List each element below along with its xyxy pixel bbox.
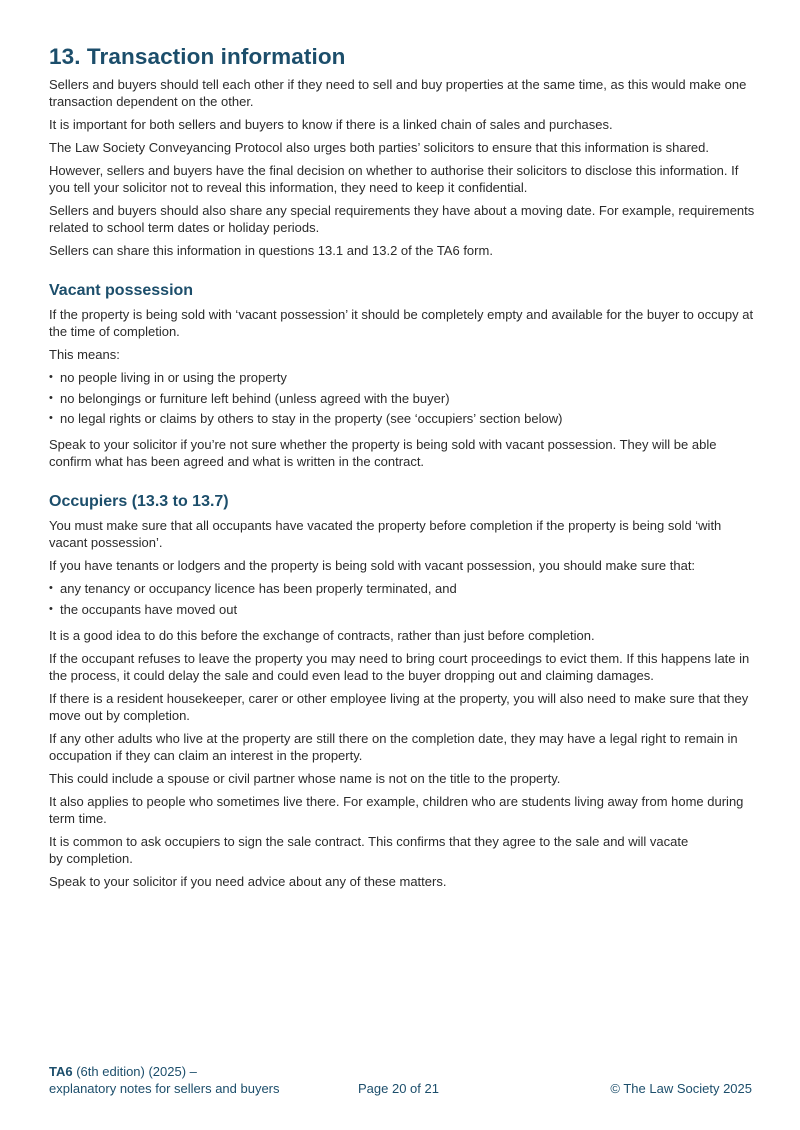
doc-subtitle: explanatory notes for sellers and buyers: [49, 1081, 280, 1096]
section-title: 13. Transaction information: [49, 44, 346, 69]
heading-vacant-possession: Vacant possession: [49, 282, 194, 299]
bullet-list: [49, 369, 759, 427]
paragraph: It is important for both sellers and buyers to know if there is a linked chain of sales and purchases.: [49, 117, 613, 132]
paragraph: The Law Society Conveyancing Protocol also urges both parties’ solicitors to ensure that this information is shared.: [49, 140, 709, 155]
doc-code: TA6: [49, 1064, 73, 1079]
paragraph: [49, 833, 759, 867]
bullet-list: [49, 580, 759, 618]
heading-occupiers: Occupiers (13.3 to 13.7): [49, 493, 229, 510]
page-number: Page 20 of 21: [358, 1081, 439, 1096]
paragraph: If you have tenants or lodgers and the property is being sold with vacant possession, you should make sure that:: [49, 558, 696, 573]
paragraph: Speak to your solicitor if you need advice about any of these matters.: [49, 873, 447, 889]
paragraph: However, sellers and buyers have the final decision on whether to authorise their solicitors to disclose this information. If you tell your solicitor not to reveal this information, they need to keep it confidential.: [49, 163, 739, 195]
paragraph: Sellers and buyers should also share any special requirements they have about a moving date. For example, requirements related to school term dates or holiday periods.: [49, 203, 755, 235]
footer-document-title: [49, 1063, 309, 1097]
paragraph: If any other adults who live at the property are still there on the completion date, they may have a legal right to remain in occupation if they can claim an interest in the property.: [49, 730, 738, 763]
doc-edition: (6th edition) (2025) –: [72, 1064, 197, 1079]
paragraph: If the property is being sold with ‘vacant possession’ it should be completely empty and available for the buyer to occupy at the time of completion.: [49, 307, 754, 339]
paragraph: If there is a resident housekeeper, carer or other employee living at the property, you will also need to make sure that they move out by completion.: [49, 690, 749, 723]
paragraph: Sellers can share this information in questions 13.1 and 13.2 of the TA6 form.: [49, 243, 493, 258]
list-item: • no people living in or using the property: [49, 369, 759, 386]
list-item: • no legal rights or claims by others to stay in the property (see ‘occupiers’ section below): [49, 410, 759, 427]
paragraph: You must make sure that all occupants have vacated the property before completion if the property is being sold ‘with vacant possession’.: [49, 518, 722, 550]
paragraph: It is a good idea to do this before the exchange of contracts, rather than just before completion.: [49, 627, 595, 643]
paragraph: It also applies to people who sometimes live there. For example, children who are students living away from home during term time.: [49, 793, 744, 826]
paragraph: Sellers and buyers should tell each other if they need to sell and buy properties at the same time, as this would make one transaction dependent on the other.: [49, 77, 747, 109]
list-item: • no belongings or furniture left behind (unless agreed with the buyer): [49, 390, 759, 407]
paragraph: Speak to your solicitor if you’re not sure whether the property is being sold with vacant possession. They will be able confirm what has been agreed and what is written in the contract.: [49, 437, 717, 469]
paragraph: This could include a spouse or civil partner whose name is not on the title to the property.: [49, 770, 561, 786]
paragraph: This means:: [49, 347, 120, 362]
list-item: • the occupants have moved out: [49, 601, 759, 618]
text-line: by completion.: [49, 850, 133, 866]
page-content: [49, 42, 759, 896]
copyright: © The Law Society 2025: [610, 1081, 752, 1096]
paragraph: If the occupant refuses to leave the property you may need to bring court proceedings to evict them. If this happens late in the process, it could delay the sale and could even lead to the buyer dropping out and claiming damages.: [49, 650, 750, 683]
page-footer: [49, 1063, 752, 1099]
text-line: It is common to ask occupiers to sign the sale contract. This confirms that they agree to the sale and will vacate: [49, 833, 689, 849]
list-item: • any tenancy or occupancy licence has been properly terminated, and: [49, 580, 759, 597]
